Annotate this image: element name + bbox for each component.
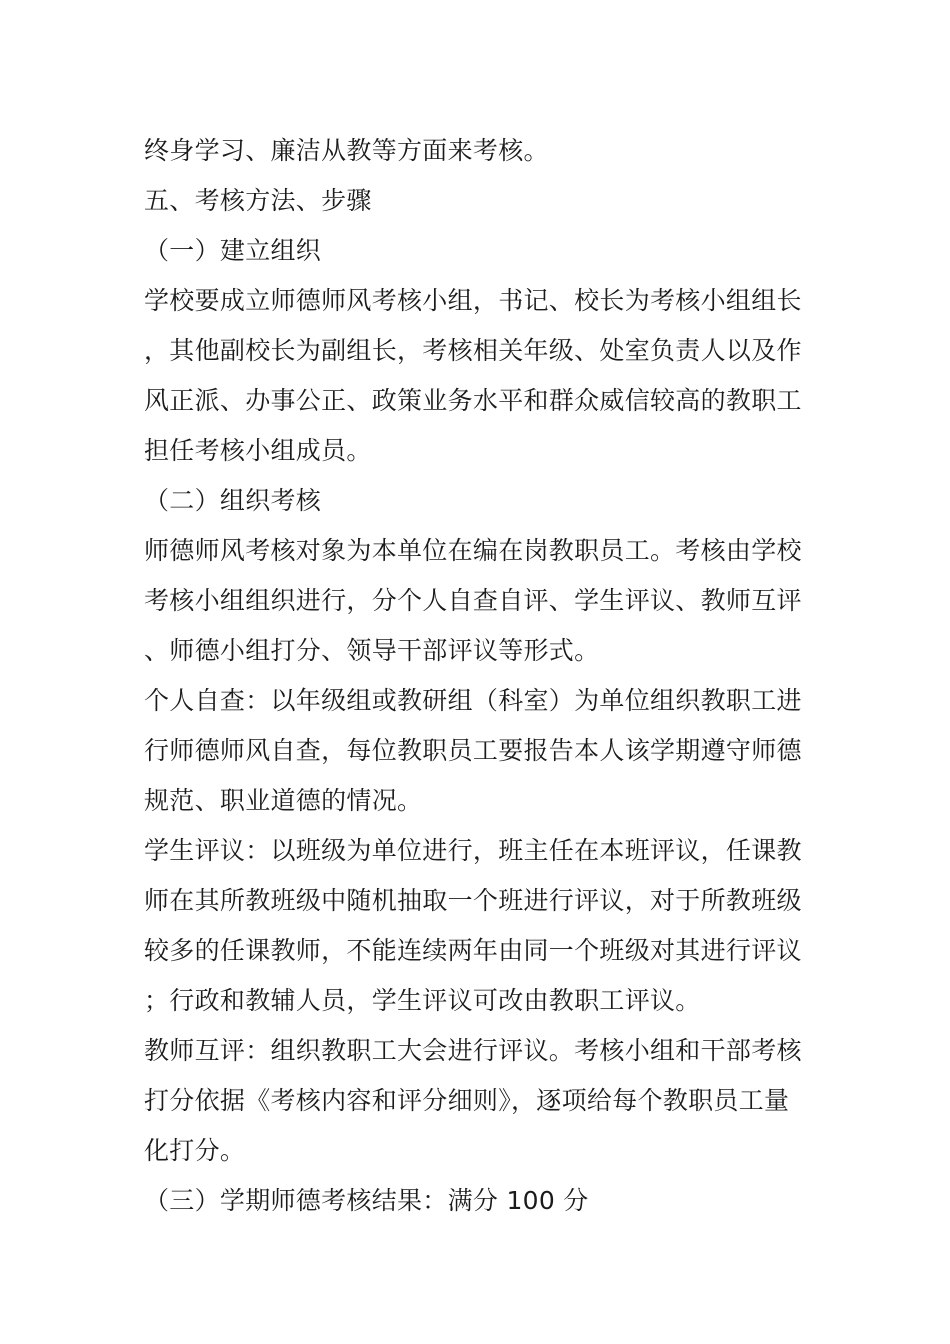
paragraph-self-check: 个人自查：以年级组或教研组（科室）为单位组织教职工进行师德师风自查，每位教职员工要报告本人该学期遵守师德规范、职业道德的情况。 — [144, 686, 802, 815]
paragraph-organization: 学校要成立师德师风考核小组，书记、校长为考核小组组长，其他副校长为副组长，考核相关年级、处室负责人以及作风正派、办事公正、政策业务水平和群众威信较高的教职工担任考核小组成员。 — [144, 286, 802, 465]
subheading-establish-organization: （一）建立组织 — [144, 236, 322, 265]
section-heading-methods: 五、考核方法、步骤 — [144, 186, 372, 215]
document-body — [144, 126, 814, 1226]
subheading-semester-results: （三）学期师德考核结果：满分 100 分 — [144, 1186, 589, 1215]
paragraph-student-evaluation: 学生评议：以班级为单位进行，班主任在本班评议，任课教师在其所教班级中随机抽取一个班进行评议，对于所教班级较多的任课教师，不能连续两年由同一个班级对其进行评议；行政和教辅人员，学生评议可改由教职工评议。 — [144, 836, 802, 1015]
paragraph-assessment-targets: 师德师风考核对象为本单位在编在岗教职员工。考核由学校考核小组组织进行，分个人自查自评、学生评议、教师互评、师德小组打分、领导干部评议等形式。 — [144, 536, 802, 665]
paragraph-peer-evaluation: 教师互评：组织教职工大会进行评议。考核小组和干部考核打分依据《考核内容和评分细则》，逐项给每个教职员工量化打分。 — [144, 1036, 802, 1165]
subheading-organize-assessment: （二）组织考核 — [144, 486, 322, 515]
paragraph-assessment-scope-end: 终身学习、廉洁从教等方面来考核。 — [144, 136, 549, 165]
